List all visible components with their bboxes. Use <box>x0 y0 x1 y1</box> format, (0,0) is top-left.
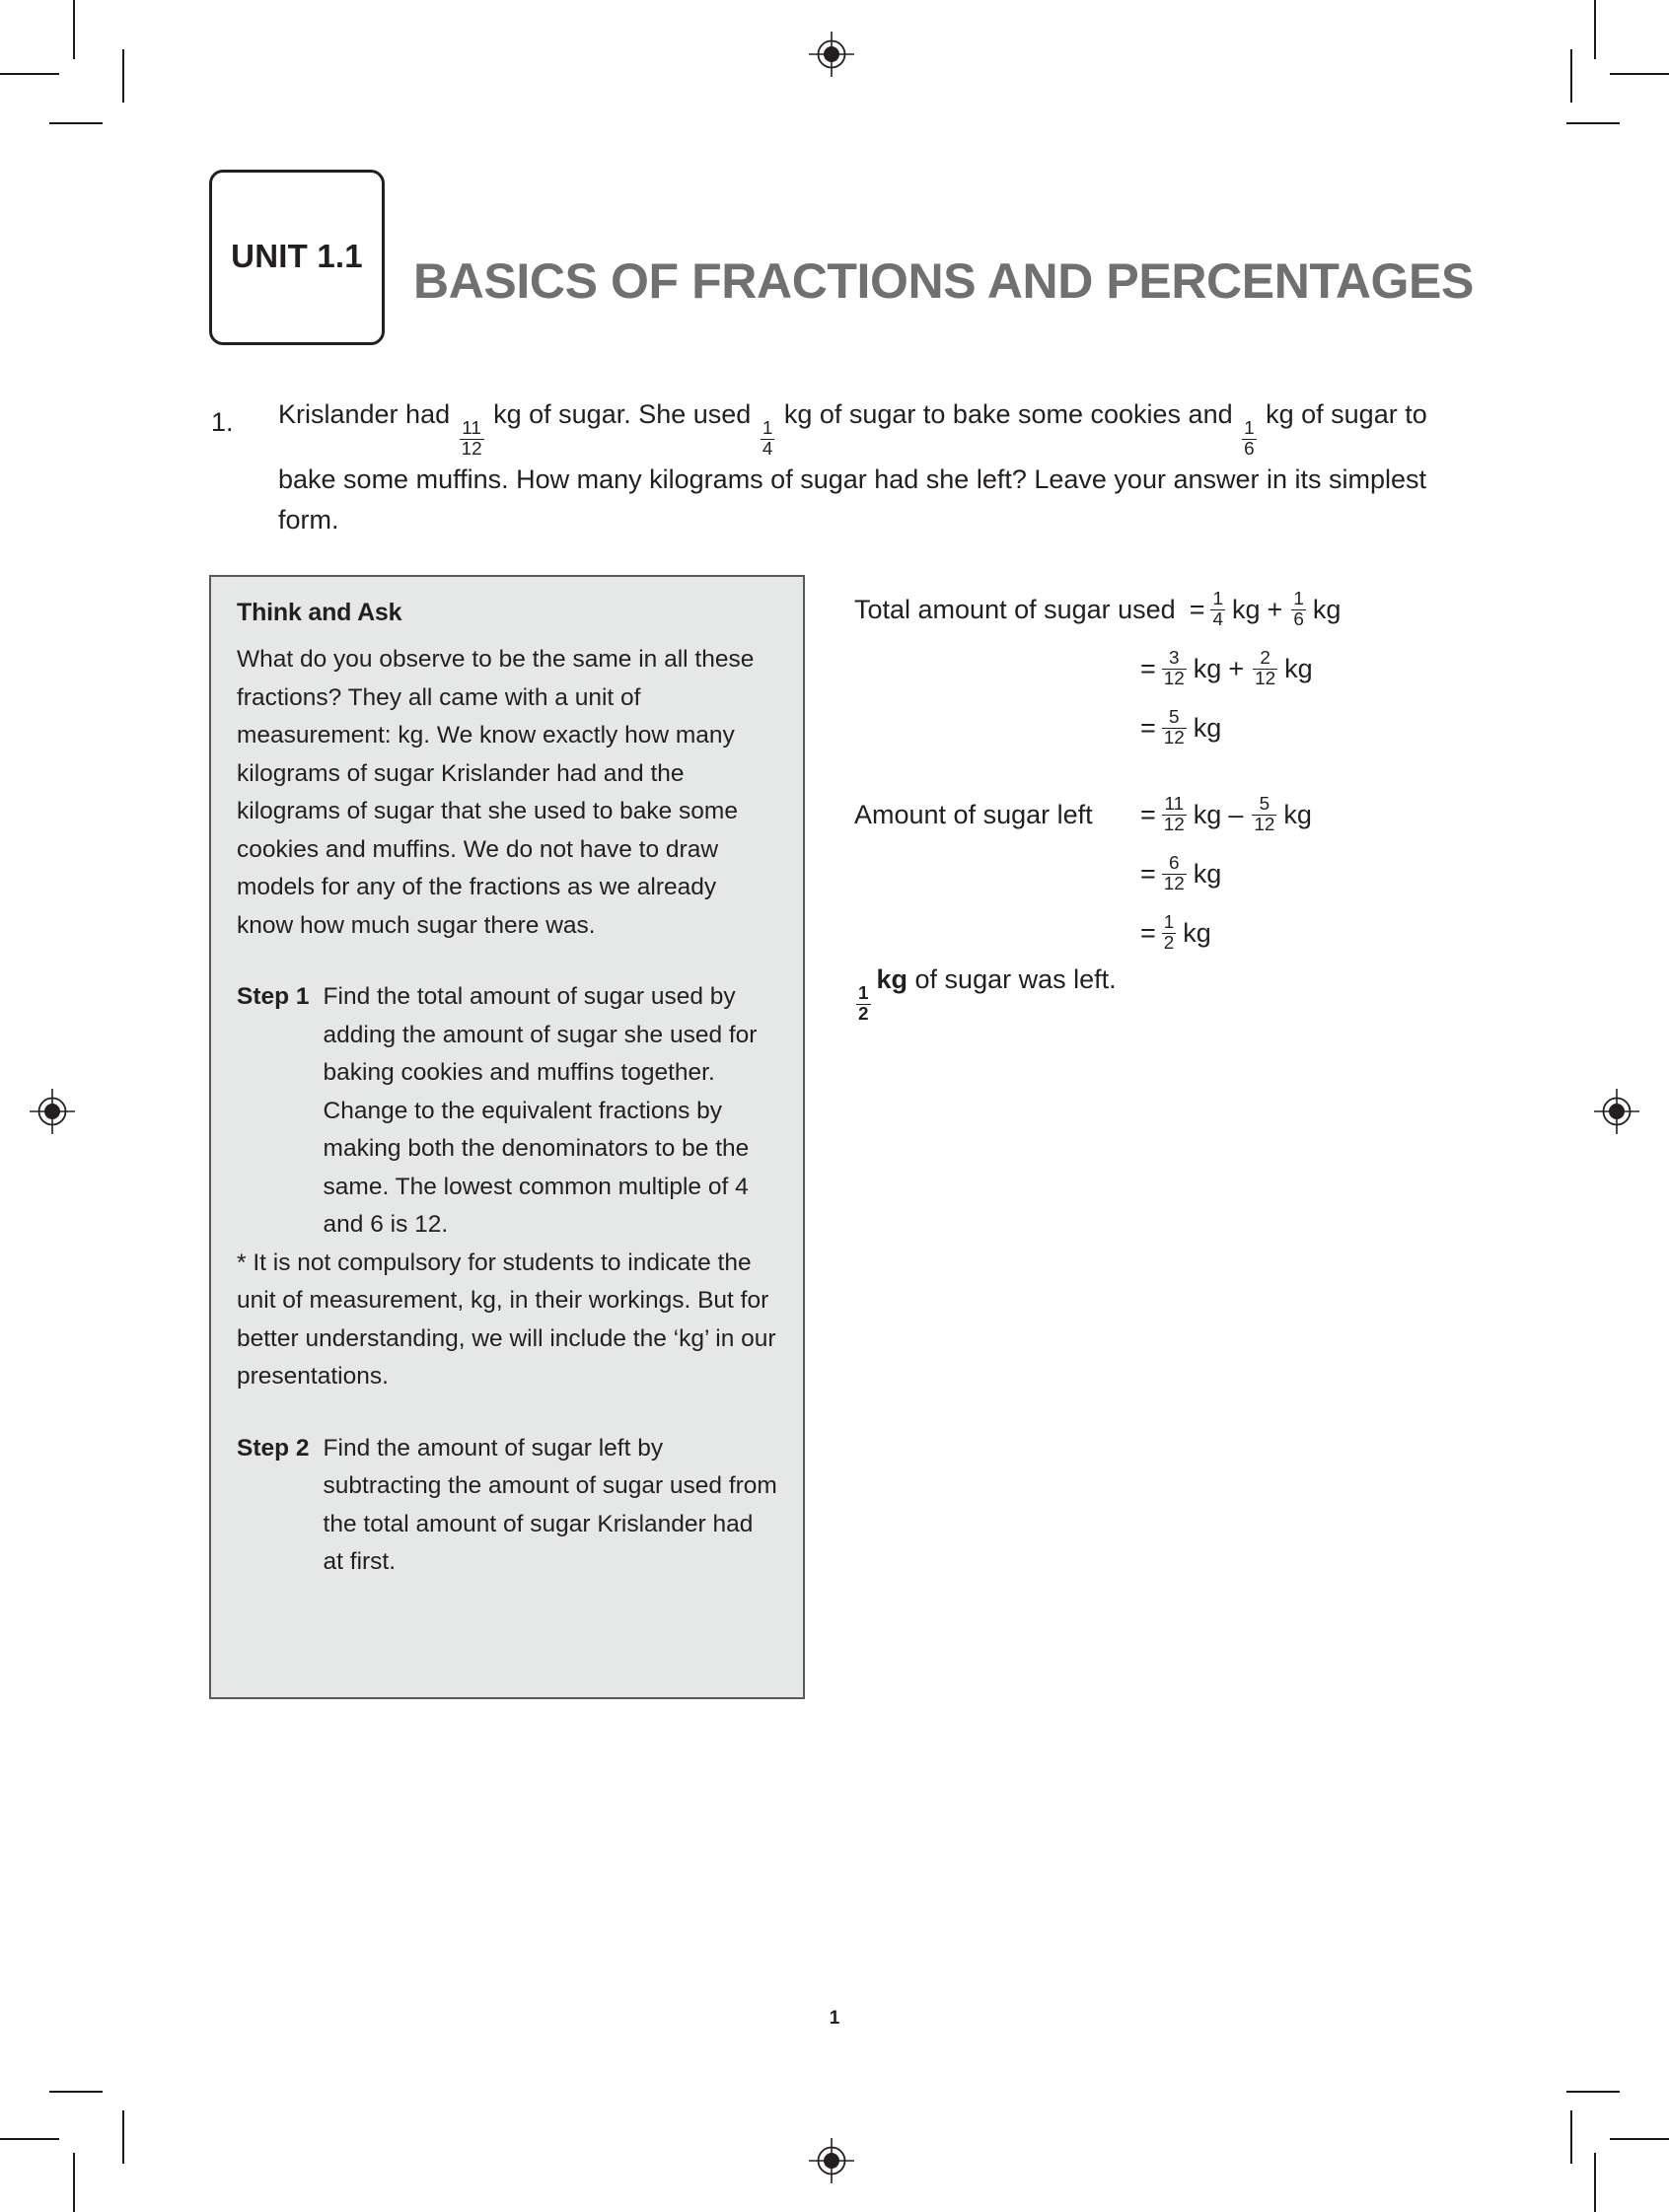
equals-sign: = <box>1140 654 1156 683</box>
fraction-1-4 <box>1210 590 1225 630</box>
equation-right-side <box>1140 903 1211 963</box>
crop-mark <box>1570 49 1572 103</box>
crop-mark <box>1610 2138 1669 2140</box>
unit-kg: kg <box>1312 595 1342 624</box>
unit-kg: kg <box>1183 918 1211 948</box>
final-answer <box>854 964 1117 1025</box>
fraction-denominator: 12 <box>1163 814 1185 835</box>
fraction-2-12 <box>1253 649 1277 689</box>
equals-sign: = <box>1189 595 1205 624</box>
unit-kg: kg <box>1232 595 1261 624</box>
equation-line <box>854 844 1545 903</box>
fraction-numerator: 2 <box>1260 647 1270 669</box>
crop-mark <box>1594 2153 1596 2212</box>
equation-right-side <box>1140 698 1221 757</box>
fraction-denominator: 12 <box>1163 668 1185 689</box>
operator-sign: – <box>1228 800 1244 829</box>
fraction-denominator: 4 <box>762 439 773 461</box>
question-text-part3: kg of sugar to bake some cookies and <box>776 399 1241 429</box>
fraction-numerator: 11 <box>1164 793 1185 815</box>
registration-mark-top <box>809 32 854 77</box>
crop-mark <box>73 2153 75 2212</box>
page-title: BASICS OF FRACTIONS AND PERCENTAGES <box>413 253 1474 309</box>
registration-mark-left <box>30 1089 75 1134</box>
fraction-1-4 <box>761 419 775 460</box>
fraction-3-12 <box>1162 649 1187 689</box>
fraction-denominator: 12 <box>1163 727 1185 749</box>
fraction-numerator: 6 <box>1169 852 1180 874</box>
unit-kg: kg <box>1193 654 1222 683</box>
fraction-denominator: 12 <box>1254 814 1275 835</box>
fraction-denominator: 6 <box>1244 439 1255 461</box>
unit-header <box>209 170 1491 351</box>
unit-kg: kg <box>1284 654 1313 683</box>
fraction-1-6 <box>1291 590 1306 630</box>
fraction-1-2 <box>1162 913 1177 954</box>
crop-mark <box>49 122 103 124</box>
fraction-numerator: 11 <box>462 418 481 440</box>
step-2-text: Find the amount of sugar left by subtracting the amount of sugar used from the total amount of sugar Krislander had at first. <box>323 1434 777 1575</box>
fraction-1-2-answer <box>856 984 871 1025</box>
equation-right-side <box>1190 580 1342 639</box>
fraction-denominator: 6 <box>1293 608 1304 630</box>
unit-kg: kg <box>1193 859 1222 889</box>
note-text: * It is not compulsory for students to indicate the unit of measurement, kg, in their workings. But for better understanding, we will include the ‘kg’ in our presentations. <box>237 1249 776 1390</box>
fraction-numerator: 5 <box>1169 706 1180 728</box>
fraction-denominator: 2 <box>858 1004 869 1026</box>
equals-sign: = <box>1140 859 1156 889</box>
fraction-5-12 <box>1252 795 1276 835</box>
crop-mark <box>1570 2110 1572 2164</box>
fraction-11-12 <box>460 419 484 460</box>
fraction-numerator: 3 <box>1169 647 1180 669</box>
unit-kg: kg <box>1193 713 1222 743</box>
equation-line <box>854 903 1545 963</box>
equation-line <box>854 639 1545 698</box>
unit-kg: kg <box>1193 800 1222 829</box>
fraction-numerator: 1 <box>1293 588 1304 609</box>
step-2-row <box>237 1430 777 1582</box>
fraction-6-12 <box>1162 854 1187 894</box>
unit-badge <box>209 170 385 345</box>
equation-block-amount-left <box>854 785 1545 963</box>
question-block <box>211 394 1464 540</box>
equation-line <box>854 698 1545 757</box>
crop-mark <box>0 2138 59 2140</box>
unit-badge-label: UNIT 1.1 <box>231 238 363 275</box>
crop-mark <box>122 49 124 103</box>
step-2-label: Step 2 <box>237 1434 310 1462</box>
fraction-denominator: 12 <box>1255 668 1276 689</box>
equation-right-side <box>1140 844 1221 903</box>
think-and-ask-box <box>209 575 805 1699</box>
fraction-numerator: 1 <box>1244 418 1255 440</box>
fraction-numerator: 1 <box>858 983 869 1005</box>
step-1-text: Find the total amount of sugar used by adding the amount of sugar she used for baking cookies and muffins together. Change to the equivalent fractions by making both the denominators to be the same. The lowest common multiple of 4 and 6 is 12. <box>323 983 758 1238</box>
fraction-denominator: 2 <box>1163 932 1175 954</box>
registration-mark-right <box>1594 1089 1639 1134</box>
step-1-label: Step 1 <box>237 983 310 1010</box>
crop-mark <box>1566 122 1620 124</box>
question-text-part1: Krislander had <box>278 399 458 429</box>
answer-unit: kg <box>876 964 908 994</box>
crop-mark <box>49 2091 103 2093</box>
equals-sign: = <box>1140 918 1156 948</box>
fraction-numerator: 5 <box>1259 793 1270 815</box>
question-number: 1. <box>211 407 234 437</box>
crop-mark <box>122 2110 124 2164</box>
equation-line <box>854 580 1545 639</box>
equation-line <box>854 785 1545 844</box>
step-1-row <box>237 978 777 1245</box>
think-and-ask-title: Think and Ask <box>237 599 402 626</box>
equation-label: Amount of sugar left <box>854 800 1093 829</box>
operator-sign: + <box>1228 654 1245 683</box>
fraction-1-6 <box>1242 419 1257 460</box>
equation-label: Total amount of sugar used <box>854 595 1176 624</box>
equals-sign: = <box>1140 713 1156 743</box>
equation-right-side <box>1140 639 1313 698</box>
answer-text: of sugar was left. <box>907 964 1117 994</box>
crop-mark <box>73 0 75 59</box>
fraction-numerator: 1 <box>762 418 773 440</box>
crop-mark <box>1566 2091 1620 2093</box>
crop-mark <box>0 73 59 75</box>
question-text-part2: kg of sugar. She used <box>485 399 759 429</box>
fraction-denominator: 12 <box>1163 873 1185 894</box>
fraction-numerator: 1 <box>1163 911 1175 933</box>
equation-right-side <box>1140 785 1312 844</box>
crop-mark <box>1594 0 1596 59</box>
question-text-part4: kg of sugar to bake some muffins. How many kilograms of sugar had she left? Leave your answer in its simplest form. <box>278 399 1427 535</box>
unit-kg: kg <box>1283 800 1312 829</box>
solution-working <box>854 580 1545 972</box>
fraction-11-12 <box>1162 795 1187 835</box>
fraction-5-12 <box>1162 708 1187 749</box>
page-number: 1 <box>829 2008 840 2029</box>
equals-sign: = <box>1140 800 1156 829</box>
crop-mark <box>1610 73 1669 75</box>
fraction-denominator: 12 <box>461 439 482 461</box>
operator-sign: + <box>1267 595 1283 624</box>
equation-block-total-used <box>854 580 1545 757</box>
fraction-denominator: 4 <box>1212 608 1223 630</box>
think-and-ask-body: What do you observe to be the same in all these fractions? They all came with a unit of measurement: kg. We know exactly how many kilograms of sugar Krislander had and the kilograms of sugar that she used to bake some cookies and muffins. We do not have to draw models for any of the fractions as we already know how much sugar there was. <box>237 646 755 939</box>
registration-mark-bottom <box>809 2138 854 2183</box>
fraction-numerator: 1 <box>1212 588 1223 609</box>
question-text <box>278 394 1464 540</box>
